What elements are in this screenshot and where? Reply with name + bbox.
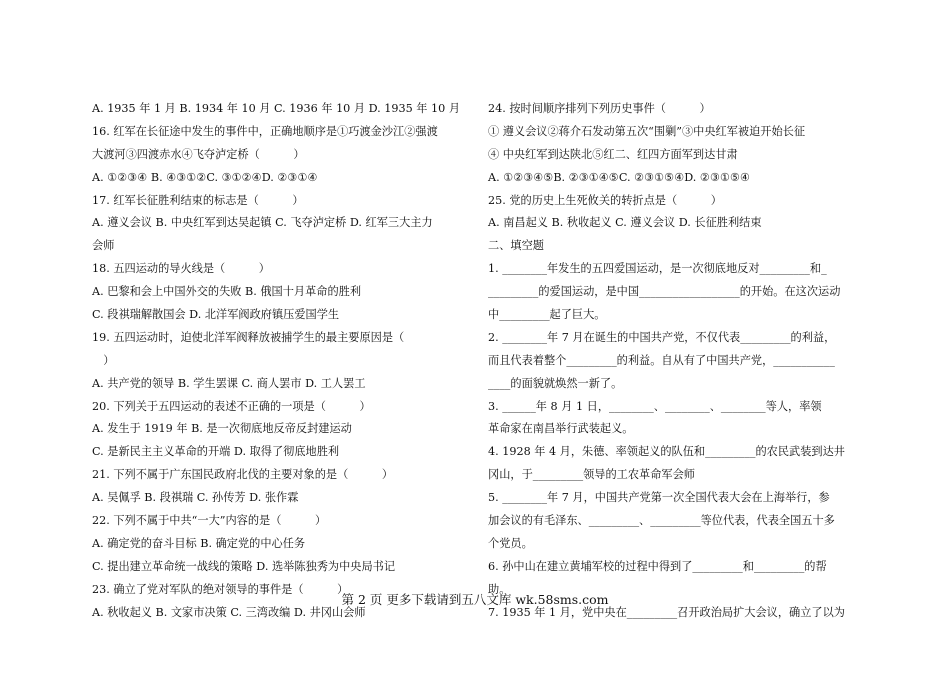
text-line: 而且代表着整个_________的利益。自从有了中国共产党，___________ (488, 353, 835, 367)
text-line: 21. 下列不属于广东国民政府北伐的主要对象的是（ ） (92, 468, 394, 482)
page-footer: 第 2 页 更多下载请到五八文库 wk.58sms.com (341, 592, 609, 607)
text-line: A. ①②③④⑤B. ②③①④⑤C. ②③①⑤④D. ②③①⑤④ (488, 170, 751, 184)
text-line: A. 确定党的奋斗目标 B. 确定党的中心任务 (92, 536, 306, 550)
text-line: 2. ________年 7 月在诞生的中国共产党，不仅代表_________的利益， (488, 330, 836, 344)
text-line: 25. 党的历史上生死攸关的转折点是（ ） (488, 193, 722, 207)
text-line: ④ 中央红军到达陕北⑤红二、红四方面军到达甘肃 (488, 147, 738, 161)
text-line: 19. 五四运动时，迫使北洋军阀释放被捕学生的最主要原因是（ (92, 330, 405, 344)
text-line: _________的爱国运动，是中国__________________的开始。在这次运动 (488, 285, 841, 299)
text-line: 5. ________年 7 月，中国共产党第一次全国代表大会在上海举行，参 (488, 491, 830, 505)
text-line: A. 巴黎和会上中国外交的失败 B. 俄国十月革命的胜利 (92, 285, 362, 299)
right-column (488, 98, 860, 624)
text-line: 革命家在南昌举行武装起义。 (488, 422, 634, 436)
text-line: A. 秋收起义 B. 文家市决策 C. 三湾改编 D. 井冈山会师 (92, 605, 366, 619)
text-line: A. 共产党的领导 B. 学生罢课 C. 商人罢市 D. 工人罢工 (92, 376, 366, 390)
text-line: A. 1935 年 1 月 B. 1934 年 10 月 C. 1936 年 10 月 D. 1935 年 10 月 (92, 102, 461, 115)
text-line: 中_________起了巨大。 (488, 308, 606, 322)
text-line: A. ①②③④ B. ④③①②C. ③①②④D. ②③①④ (92, 170, 318, 184)
text-line: 1. ________年发生的五四爱国运动，是一次彻底地反对_________和_ (488, 262, 827, 276)
text-line: 会师 (92, 239, 115, 253)
text-line: A. 遵义会议 B. 中央红军到达吴起镇 C. 飞夺泸定桥 D. 红军三大主力 (92, 216, 433, 230)
text-line: 大渡河③四渡赤水④飞夺泸定桥（ ） (92, 147, 305, 161)
text-line: 6. 孙中山在建立黄埔军校的过程中得到了_________和_________的帮 (488, 559, 827, 573)
text-line: A. 发生于 1919 年 B. 是一次彻底地反帝反封建运动 (92, 422, 352, 436)
text-line: 23. 确立了党对军队的绝对领导的事件是（ ） (92, 582, 349, 596)
text-line: 4. 1928 年 4 月，朱德、率领起义的队伍和_________的农民武装到达井 (488, 445, 845, 459)
text-line: 3. ______年 8 月 1 日，________、________、________等人，率领 (488, 399, 822, 413)
text-line: 24. 按时间顺序排列下列历史事件（ ） (488, 102, 711, 115)
text-line: A. 吴佩孚 B. 段祺瑞 C. 孙传芳 D. 张作霖 (92, 491, 299, 505)
text-line: A. 南昌起义 B. 秋收起义 C. 遵义会议 D. 长征胜利结束 (488, 216, 762, 230)
text-line: 18. 五四运动的导火线是（ ） (92, 262, 270, 276)
text-line: 个党员。 (488, 536, 533, 550)
text-line: ① 遵义会议②蒋介石发动第五次“围剿”③中央红军被迫开始长征 (488, 124, 806, 138)
text-line: ____的面貌就焕然一新了。 (488, 376, 623, 390)
text-line: 助。 (488, 582, 511, 596)
left-column (92, 98, 464, 624)
text-line: C. 是新民主主义革命的开端 D. 取得了彻底地胜利 (92, 445, 340, 459)
text-line: C. 提出建立革命统一战线的策略 D. 选举陈独秀为中央局书记 (92, 559, 396, 573)
text-line: 16. 红军在长征途中发生的事件中，正确地顺序是①巧渡金沙江②强渡 (92, 124, 438, 138)
text-line: 7. 1935 年 1 月，党中央在_________召开政治局扩大会议，确立了以为 (488, 605, 845, 619)
text-line: 二、填空题 (488, 239, 544, 253)
text-line: C. 段祺瑞解散国会 D. 北洋军阀政府镇压爱国学生 (92, 308, 340, 322)
text-line: 20. 下列关于五四运动的表述不正确的一项是（ ） (92, 399, 371, 413)
text-line: 冈山，于_________领导的工农革命军会师 (488, 468, 695, 482)
text-line: ） (92, 353, 115, 367)
text-line: 17. 红军长征胜利结束的标志是（ ） (92, 193, 304, 207)
text-line: 22. 下列不属于中共“一大”内容的是（ ） (92, 514, 327, 528)
text-line: 加会议的有毛泽东、_________、_________等位代表，代表全国五十多 (488, 514, 835, 528)
